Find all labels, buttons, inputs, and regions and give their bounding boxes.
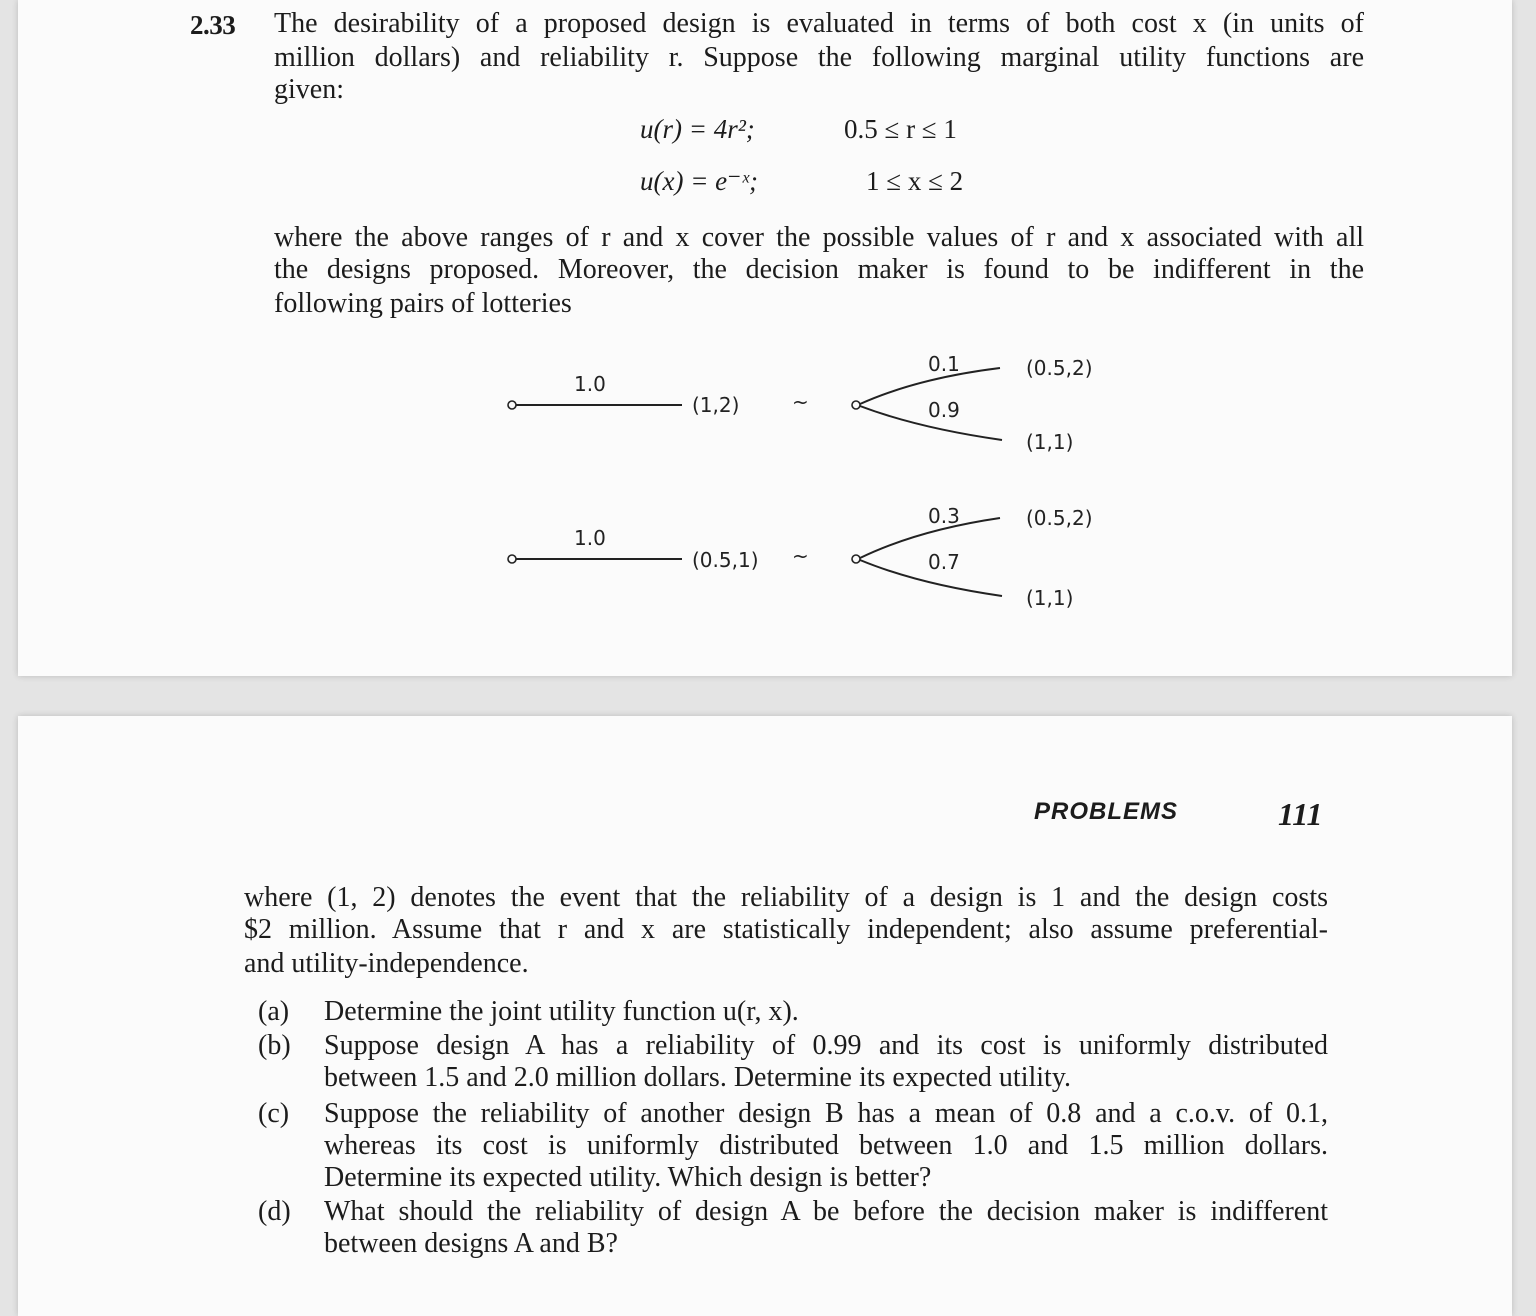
part-d-line-2: between designs A and B?: [324, 1228, 618, 1259]
part-d-label: (d): [258, 1196, 291, 1227]
part-a-label: (a): [258, 996, 290, 1027]
problem-number: 2.33: [190, 10, 236, 40]
equation-ux-range: 1 ≤ x ≤ 2: [866, 166, 964, 196]
intro-line-1: The desirability of a proposed design is evaluated in terms of both cost x (in units of: [274, 8, 1364, 39]
lottery-diagram: [18, 0, 1512, 676]
lottery-1-certain-outcome: (1,2): [692, 393, 740, 417]
lottery-1-certain-prob: 1.0: [574, 372, 606, 396]
equation-ur: u(r) = 4r²;: [640, 114, 755, 144]
lottery-1-branch-2-outcome: (1,1): [1026, 430, 1074, 454]
after-eq-line-2: the designs proposed. Moreover, the decision maker is found to be indifferent in the: [274, 254, 1364, 285]
intro-line-3: given:: [274, 74, 344, 105]
part-b-line-2: between 1.5 and 2.0 million dollars. Determine its expected utility.: [324, 1062, 1072, 1093]
continuation-line-3: and utility-independence.: [244, 948, 529, 979]
part-c-line-2: whereas its cost is uniformly distributed between 1.0 and 1.5 million dollars.: [324, 1130, 1328, 1161]
continuation-line-2: $2 million. Assume that r and x are statistically independent; also assume preferential-: [244, 914, 1328, 945]
textbook-page-bottom: [18, 716, 1512, 1316]
lottery-1-branch-1-outcome: (0.5,2): [1026, 356, 1093, 380]
part-d-line-1: What should the reliability of design A be before the decision maker is indifferent: [324, 1196, 1328, 1227]
page-number: 111: [1278, 796, 1323, 832]
running-header: PROBLEMS: [1034, 798, 1179, 825]
lottery-2-certain-node: [508, 555, 516, 563]
equation-ux: u(x) = e⁻ˣ;: [640, 166, 759, 196]
part-c-line-1: Suppose the reliability of another design B has a mean of 0.8 and a c.o.v. of 0.1,: [324, 1098, 1328, 1129]
lottery-1-branch-2-prob: 0.9: [928, 398, 960, 422]
lottery-2-branch-2-prob: 0.7: [928, 550, 960, 574]
part-a-line-1: Determine the joint utility function u(r, x).: [324, 996, 799, 1027]
after-eq-line-3: following pairs of lotteries: [274, 288, 572, 319]
lottery-2-branch-1-outcome: (0.5,2): [1026, 506, 1093, 530]
lottery-1-branch-1-prob: 0.1: [928, 352, 960, 376]
lottery-1-chance-node: [852, 401, 860, 409]
lottery-2-certain-prob: 1.0: [574, 526, 606, 550]
lottery-2-branch-1-prob: 0.3: [928, 504, 960, 528]
lottery-1-indifference: ~: [792, 390, 809, 414]
intro-line-2: million dollars) and reliability r. Suppose the following marginal utility functions are: [274, 42, 1364, 73]
lottery-2-branch-2-outcome: (1,1): [1026, 586, 1074, 610]
part-b-line-1: Suppose design A has a reliability of 0.99 and its cost is uniformly distributed: [324, 1030, 1328, 1061]
equation-ur-range: 0.5 ≤ r ≤ 1: [844, 114, 957, 144]
lottery-2-certain-outcome: (0.5,1): [692, 548, 759, 572]
part-c-line-3: Determine its expected utility. Which design is better?: [324, 1162, 932, 1193]
lottery-2-indifference: ~: [792, 544, 809, 568]
lottery-1-certain-node: [508, 401, 516, 409]
continuation-line-1: where (1, 2) denotes the event that the reliability of a design is 1 and the design costs: [244, 882, 1328, 913]
part-c-label: (c): [258, 1098, 290, 1129]
part-b-label: (b): [258, 1030, 291, 1061]
after-eq-line-1: where the above ranges of r and x cover the possible values of r and x associated with all: [274, 222, 1364, 253]
lottery-2-chance-node: [852, 555, 860, 563]
textbook-page-top: [18, 0, 1512, 676]
